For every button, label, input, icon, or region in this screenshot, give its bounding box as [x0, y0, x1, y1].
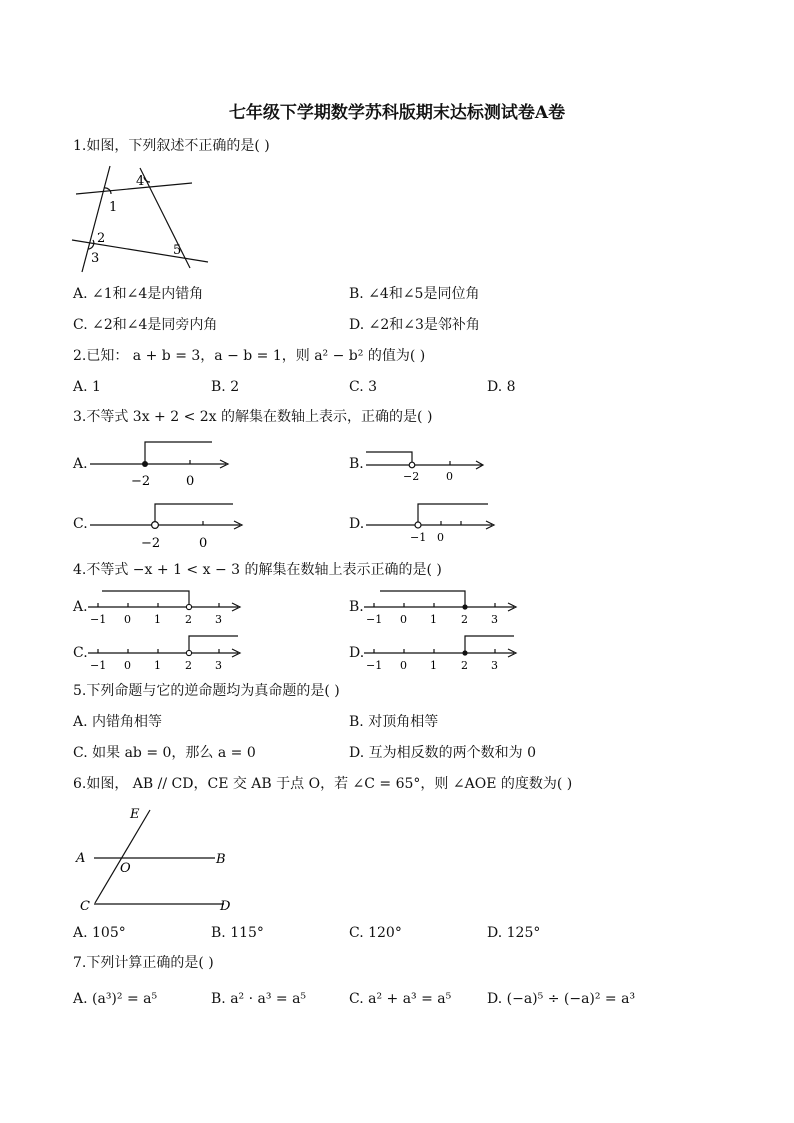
- q6-option-a: A. 105°: [73, 925, 126, 941]
- q6-label-b: B: [216, 852, 226, 867]
- q4b-tick-1: 1: [430, 613, 437, 626]
- q4-label-c: C.: [73, 645, 88, 661]
- q4a-tick-neg1: −1: [90, 613, 107, 626]
- q6-label-d: D: [220, 899, 231, 914]
- q1-stem: 1.如图，下列叙述不正确的是( ): [73, 138, 270, 154]
- q6-option-b: B. 115°: [211, 925, 264, 941]
- q3-numberline-d: [366, 500, 500, 546]
- q1-label-3: 3: [91, 251, 100, 266]
- q4-numberline-b: [364, 588, 520, 626]
- q4-stem: 4.不等式 −x + 1 < x − 3 的解集在数轴上表示正确的是( ): [73, 562, 442, 578]
- q4d-tick-neg1: −1: [366, 659, 383, 672]
- q3-stem: 3.不等式 3x + 2 < 2x 的解集在数轴上表示，正确的是( ): [73, 409, 433, 425]
- q5-stem: 5.下列命题与它的逆命题均为真命题的是( ): [73, 683, 340, 699]
- q4a-tick-3: 3: [215, 613, 222, 626]
- q7-option-b: B. a² · a³ = a⁵: [211, 991, 307, 1007]
- q6-figure: [72, 800, 242, 918]
- page-title: 七年级下学期数学苏科版期末达标测试卷A卷: [228, 103, 566, 123]
- q3c-tick-0: 0: [199, 536, 208, 551]
- q6-option-d: D. 125°: [487, 925, 541, 941]
- q5-option-c: C. 如果 ab = 0，那么 a = 0: [73, 745, 256, 761]
- q4d-tick-1: 1: [430, 659, 437, 672]
- q4c-tick-2: 2: [185, 659, 192, 672]
- q1-option-b: B. ∠4和∠5是同位角: [349, 286, 480, 302]
- q3-numberline-c: [90, 500, 248, 552]
- q3a-tick-neg2: −2: [131, 474, 151, 489]
- q4d-tick-3: 3: [491, 659, 498, 672]
- q1-option-d: D. ∠2和∠3是邻补角: [349, 317, 480, 333]
- q1-label-2: 2: [97, 231, 106, 246]
- q4c-tick-neg1: −1: [90, 659, 107, 672]
- q4-label-d: D.: [349, 645, 365, 661]
- q2-option-b: B. 2: [211, 379, 240, 395]
- q6-label-c: C: [80, 899, 90, 914]
- q4b-tick-2: 2: [461, 613, 468, 626]
- q4c-tick-1: 1: [154, 659, 161, 672]
- q4b-tick-3: 3: [491, 613, 498, 626]
- q6-stem: 6.如图， AB // CD，CE 交 AB 于点 O，若 ∠C = 65°，则 ∠AOE 的度数为( ): [73, 776, 573, 792]
- q3-numberline-b: [366, 448, 488, 484]
- q1-option-a: A. ∠1和∠4是内错角: [73, 286, 204, 302]
- q4a-tick-1: 1: [154, 613, 161, 626]
- q3-label-c: C.: [73, 516, 88, 532]
- q3-label-b: B.: [349, 456, 364, 472]
- q6-label-o: O: [120, 861, 131, 876]
- q7-option-d: D. (−a)⁵ ÷ (−a)² = a³: [487, 991, 636, 1007]
- q4-numberline-d: [364, 634, 520, 672]
- q2-option-c: C. 3: [349, 379, 378, 395]
- q2-stem: 2.已知： a + b = 3，a − b = 1，则 a² − b² 的值为( ): [73, 348, 426, 364]
- q4-numberline-a: [88, 588, 244, 626]
- q5-option-b: B. 对顶角相等: [349, 714, 439, 730]
- q5-option-a: A. 内错角相等: [73, 714, 163, 730]
- q4c-tick-0: 0: [124, 659, 131, 672]
- q3-numberline-a: [90, 438, 235, 490]
- q3a-tick-0: 0: [186, 474, 195, 489]
- q3d-tick-0: 0: [437, 531, 444, 544]
- q3-label-a: A.: [73, 456, 88, 472]
- q1-option-c: C. ∠2和∠4是同旁内角: [73, 317, 218, 333]
- q4c-tick-3: 3: [215, 659, 222, 672]
- q7-option-c: C. a² + a³ = a⁵: [349, 991, 452, 1007]
- q6-label-a: A: [76, 851, 86, 866]
- q1-label-5: 5: [173, 243, 182, 258]
- q3b-tick-neg2: −2: [403, 470, 420, 483]
- q4a-tick-2: 2: [185, 613, 192, 626]
- q5-option-d: D. 互为相反数的两个数和为 0: [349, 745, 536, 761]
- q3d-tick-neg1: −1: [410, 531, 427, 544]
- q2-option-d: D. 8: [487, 379, 516, 395]
- q4-label-a: A.: [73, 599, 88, 615]
- q1-label-4: 4: [136, 174, 145, 189]
- q4-numberline-c: [88, 634, 244, 672]
- q4b-tick-0: 0: [400, 613, 407, 626]
- q4b-tick-neg1: −1: [366, 613, 383, 626]
- q4d-tick-2: 2: [461, 659, 468, 672]
- q3-label-d: D.: [349, 516, 365, 532]
- q3c-tick-neg2: −2: [141, 536, 161, 551]
- q6-option-c: C. 120°: [349, 925, 402, 941]
- q7-stem: 7.下列计算正确的是( ): [73, 955, 214, 971]
- q2-option-a: A. 1: [73, 379, 101, 395]
- q3b-tick-0: 0: [446, 470, 453, 483]
- q4a-tick-0: 0: [124, 613, 131, 626]
- q4-label-b: B.: [349, 599, 364, 615]
- q7-option-a: A. (a³)² = a⁵: [73, 991, 158, 1007]
- q4d-tick-0: 0: [400, 659, 407, 672]
- q1-figure: [66, 164, 216, 276]
- q1-label-1: 1: [109, 200, 118, 215]
- q6-label-e: E: [130, 807, 140, 822]
